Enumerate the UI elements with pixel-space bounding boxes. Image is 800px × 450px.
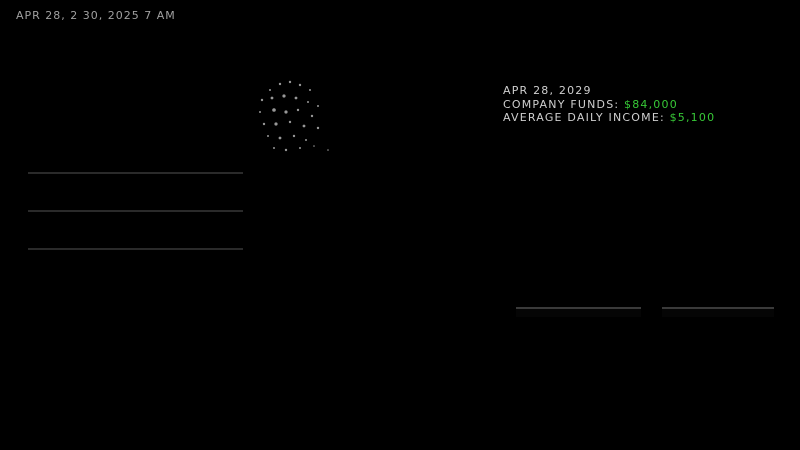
menu-item-3[interactable] bbox=[28, 248, 243, 250]
right-action-button[interactable] bbox=[662, 307, 774, 317]
current-date: APR 28, 2029 bbox=[503, 84, 592, 97]
average-daily-income-value: $5,100 bbox=[669, 111, 716, 124]
menu-item-2[interactable] bbox=[28, 210, 243, 212]
globe-icon bbox=[250, 76, 330, 156]
average-daily-income-label: AVERAGE DAILY INCOME: bbox=[503, 111, 665, 124]
company-info-panel bbox=[503, 84, 715, 125]
menu-item-1[interactable] bbox=[28, 172, 243, 174]
left-action-button[interactable] bbox=[516, 307, 641, 317]
main-menu bbox=[28, 172, 243, 286]
company-funds-row bbox=[503, 98, 715, 112]
date-time-display: APR 28, 2 30, 2025 7 AM bbox=[16, 9, 176, 22]
company-funds-label: COMPANY FUNDS: bbox=[503, 97, 620, 111]
average-daily-income-row bbox=[503, 111, 715, 125]
company-funds-value: $84,000 bbox=[624, 97, 678, 111]
